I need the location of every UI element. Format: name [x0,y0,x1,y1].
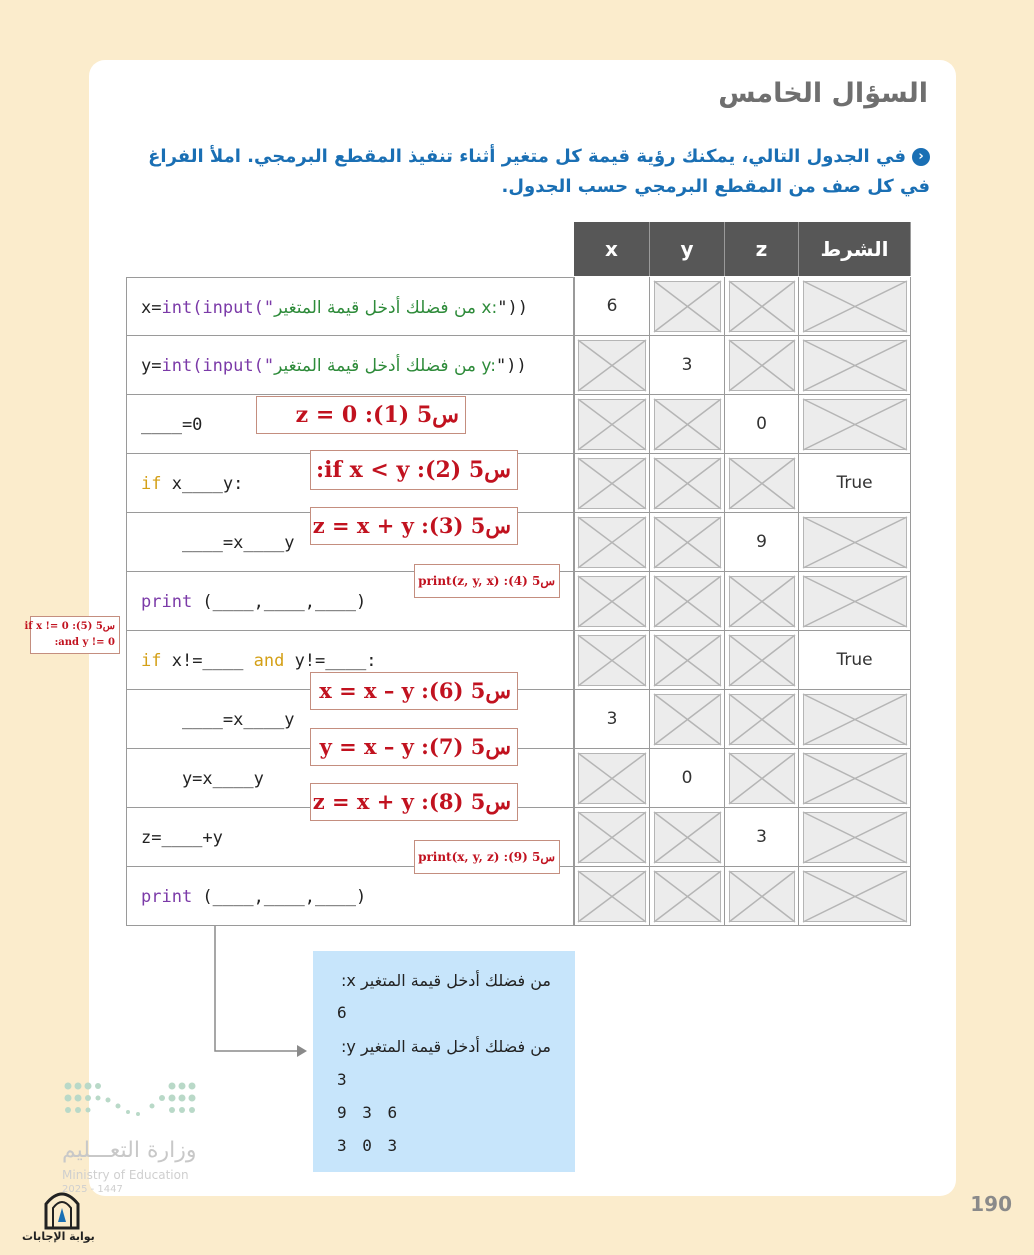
answer-5 [24,616,120,654]
code-segment: int(input(" [161,356,275,376]
code-segment: y!=____: [284,651,377,671]
value-cell-y [650,277,725,336]
cell-value: 3 [606,709,618,729]
gate-icon [42,1186,82,1230]
chevron-left-icon: ‹ [912,148,930,166]
output-line-1: من فضلك أدخل قيمة المتغير x: [341,971,551,990]
code-segment: من فضلك أدخل قيمة المتغير y: [274,356,496,376]
value-cell-cond [799,749,911,808]
page-title: السؤال الخامس [718,78,928,109]
value-cell-x [574,631,650,690]
code-line [141,298,528,318]
crossed-out-cell-icon [654,281,721,332]
crossed-out-cell-icon [803,576,907,627]
code-line [141,769,264,789]
value-cell-x [574,808,650,867]
crossed-out-cell-icon [729,871,795,922]
value-cell-z [725,749,799,808]
crossed-out-cell-icon [803,281,907,332]
value-cell-y [650,336,725,395]
value-cell-cond [799,572,911,631]
code-line [141,415,202,435]
crossed-out-cell-icon [729,281,795,332]
crossed-out-cell-icon [578,812,646,863]
crossed-out-cell-icon [578,576,646,627]
value-cell-cond [799,336,911,395]
crossed-out-cell-icon [803,399,907,450]
crossed-out-cell-icon [578,635,646,686]
code-segment: if [141,651,162,671]
header-condition: الشرط [799,222,911,276]
program-output [313,951,575,1172]
value-cell-x [574,690,650,749]
code-segment: ")) [497,298,528,318]
crossed-out-cell-icon [654,458,721,509]
output-line-3: من فضلك أدخل قيمة المتغير y: [341,1037,551,1056]
answer-3: س5 (3): z = x + y [310,507,518,545]
crossed-out-cell-icon [578,517,646,568]
code-line [141,651,376,671]
code-segment: y=x____y [141,769,264,789]
code-line [141,474,243,494]
value-cell-x [574,454,650,513]
crossed-out-cell-icon [578,753,646,804]
output-line-5: 9 3 6 [337,1103,401,1122]
value-cell-x [574,749,650,808]
answer-2: س5 (2): if x < y: [310,450,518,490]
value-cell-cond [799,277,911,336]
cell-value: 6 [606,296,618,316]
value-cell-x [574,395,650,454]
code-cell [126,867,574,926]
code-segment: z=____+y [141,828,223,848]
value-cell-y [650,690,725,749]
crossed-out-cell-icon [803,517,907,568]
value-cell-y [650,454,725,513]
crossed-out-cell-icon [803,753,907,804]
value-cell-cond [799,395,911,454]
code-line [141,356,527,376]
code-segment: if [141,474,162,494]
value-cell-z [725,454,799,513]
instruction [120,142,930,202]
value-cell-y [650,572,725,631]
crossed-out-cell-icon [803,340,907,391]
cell-value: 3 [681,355,693,375]
watermark-label: بوابة الإجابات [22,1230,95,1243]
value-cell-z [725,690,799,749]
header-x: x [574,222,650,276]
output-line-4: 3 [337,1070,350,1089]
value-cell-z [725,513,799,572]
answer-1: س5 (1): z = 0 [256,396,466,434]
crossed-out-cell-icon [729,576,795,627]
value-cell-z [725,395,799,454]
value-cell-cond [799,867,911,926]
answer-7: س5 (7): y = x – y [310,728,518,766]
value-cell-x [574,336,650,395]
value-cell-y [650,867,725,926]
value-cell-y [650,395,725,454]
code-line [141,828,223,848]
crossed-out-cell-icon [729,635,795,686]
code-segment: print [141,592,193,612]
code-segment: من فضلك أدخل قيمة المتغير x: [274,298,498,318]
answer-5-line2: and y != 0: [54,637,115,648]
value-cell-y [650,808,725,867]
crossed-out-cell-icon [578,340,646,391]
answer-8: س5 (8): z = x + y [310,783,518,821]
crossed-out-cell-icon [654,812,721,863]
code-segment: y= [141,356,162,376]
cell-value: 3 [756,827,767,847]
value-cell-z [725,631,799,690]
code-segment: x!=____ [161,651,254,671]
value-cell-x [574,277,650,336]
value-cell-cond [799,631,911,690]
value-cell-z [725,277,799,336]
value-cell-cond [799,513,911,572]
code-segment: ____=x____y [141,533,295,553]
value-cell-cond [799,690,911,749]
output-line-2: 6 [337,1003,350,1022]
header-y: y [650,222,725,276]
crossed-out-cell-icon [654,517,721,568]
code-line [141,710,295,730]
code-segment: and [253,651,285,671]
answer-6: س5 (6): x = x – y [310,672,518,710]
crossed-out-cell-icon [729,753,795,804]
value-cell-y [650,749,725,808]
crossed-out-cell-icon [729,694,795,745]
code-cell [126,336,574,395]
answer-4: س5 (4): print(z, y, x) [414,564,560,598]
code-segment: ")) [495,356,527,376]
crossed-out-cell-icon [803,694,907,745]
value-cell-y [650,631,725,690]
cell-value: 0 [756,414,767,434]
cell-value: True [836,473,873,493]
cell-value: 9 [756,532,767,552]
crossed-out-cell-icon [578,458,646,509]
value-cell-cond [799,454,911,513]
crossed-out-cell-icon [729,340,795,391]
instruction-text: في الجدول التالي، يمكنك رؤية قيمة كل متغير أثناء تنفيذ المقطع البرمجي. املأ الفراغ في كل صف من المقطع البرمجي حسب الجدول. [148,146,930,197]
cell-value: 0 [681,768,693,788]
code-segment: print [141,887,193,907]
ministry-name-en: Ministry of Education [62,1168,189,1182]
page-number: 190 [970,1192,1012,1216]
crossed-out-cell-icon [654,694,721,745]
code-line [141,533,295,553]
code-line [141,592,366,612]
value-cell-z [725,867,799,926]
value-cell-cond [799,808,911,867]
crossed-out-cell-icon [729,458,795,509]
header-z: z [725,222,799,276]
code-segment: x____y: [161,474,244,494]
answer-5-line1: س5 (5): if x != 0 [24,621,115,632]
crossed-out-cell-icon [654,399,721,450]
code-segment: x= [141,298,162,318]
value-cell-z [725,572,799,631]
ministry-logo-icon [62,1080,198,1130]
answer-9: س5 (9): print(x, y, z) [414,840,560,874]
cell-value: True [836,650,873,670]
value-cell-z [725,808,799,867]
crossed-out-cell-icon [803,871,907,922]
crossed-out-cell-icon [578,871,646,922]
value-cell-x [574,572,650,631]
code-segment: (____,____,____) [192,887,367,907]
output-line-6: 3 0 3 [337,1136,401,1155]
code-segment: (____,____,____) [192,592,367,612]
crossed-out-cell-icon [654,576,721,627]
crossed-out-cell-icon [578,399,646,450]
ministry-name-ar: وزارة التعـــليم [62,1138,197,1163]
crossed-out-cell-icon [654,871,721,922]
code-line [141,887,366,907]
arrow-connector [205,926,315,1061]
code-segment: ____=x____y [141,710,295,730]
value-cell-x [574,867,650,926]
crossed-out-cell-icon [654,635,721,686]
code-segment: int(input(" [161,298,275,318]
code-cell [126,277,574,336]
value-cell-z [725,336,799,395]
ministry-year: 2025 - 1447 [62,1184,123,1195]
code-segment: ____=0 [141,415,203,435]
value-cell-x [574,513,650,572]
crossed-out-cell-icon [803,812,907,863]
value-cell-y [650,513,725,572]
